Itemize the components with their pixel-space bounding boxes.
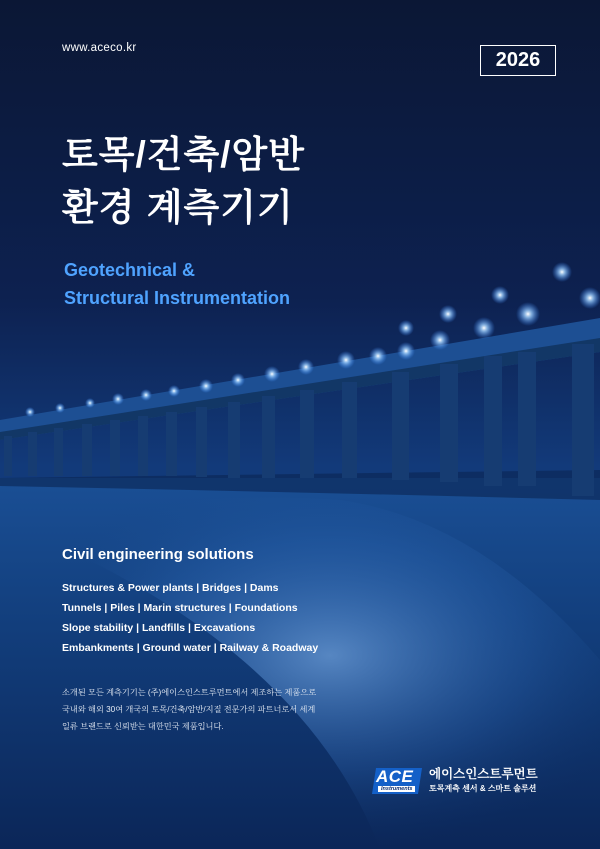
subtitle-line-2: Structural Instrumentation (64, 288, 291, 308)
description-line: 소개된 모든 계측기기는 (주)에이스인스트루먼트에서 제조하는 제품으로 (62, 688, 317, 697)
company-description (62, 684, 316, 735)
solutions-line: Embankments | Ground water | Railway & Roadway (62, 642, 319, 654)
english-subtitle (64, 256, 290, 312)
website-url[interactable]: www.aceco.kr (62, 42, 137, 54)
company-tagline: 토목계측 센서 & 스마트 솔루션 (429, 784, 537, 793)
solutions-line: Slope stability | Landfills | Excavations (62, 622, 256, 634)
logo-mark-subtext: Instruments (378, 786, 415, 792)
solutions-line: Structures & Power plants | Bridges | Dams (62, 582, 279, 594)
year-badge: 2026 (480, 45, 556, 76)
title-line-1: 토목/건축/암반 (62, 134, 306, 175)
title-line-2: 환경 계측기기 (62, 187, 294, 228)
solutions-heading: Civil engineering solutions (62, 546, 254, 563)
subtitle-line-1: Geotechnical & (64, 260, 196, 280)
page-title (62, 128, 305, 234)
description-line: 일류 브랜드로 신뢰받는 대한민국 제품입니다. (62, 722, 224, 731)
solutions-line: Tunnels | Piles | Marin structures | Foundations (62, 602, 298, 614)
solutions-list (62, 578, 318, 658)
company-logo (372, 764, 552, 798)
company-name: 에이스인스트루먼트 (429, 767, 538, 781)
description-line: 국내와 해외 30여 개국의 토목/건축/암반/지질 전문가의 파트너로서 세계 (62, 705, 316, 714)
logo-mark-text: ACE (376, 767, 414, 786)
ace-logo-icon (372, 766, 424, 796)
